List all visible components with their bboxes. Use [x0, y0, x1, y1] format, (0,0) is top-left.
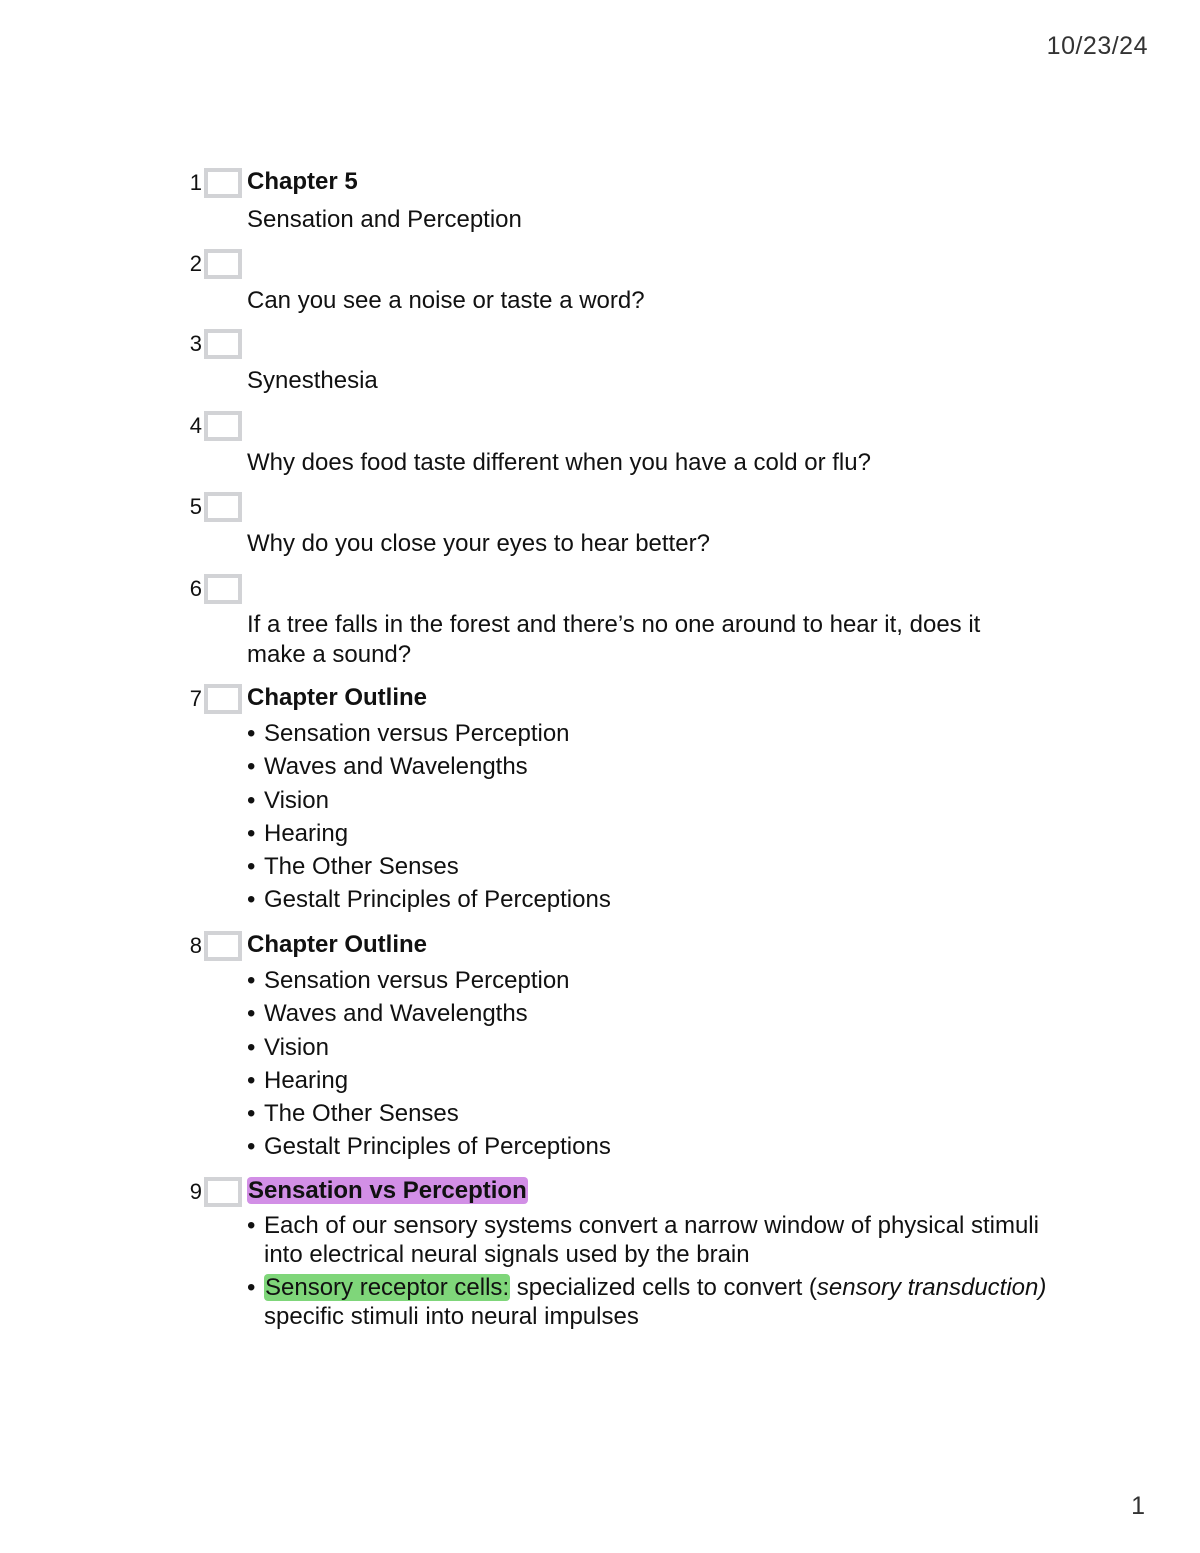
outline-list [247, 717, 1047, 917]
slide-number: 4 [189, 413, 202, 438]
slide-number: 9 [189, 1179, 202, 1204]
list-item: • Gestalt Principles of Perceptions [247, 1133, 611, 1161]
slide-thumbnail[interactable] [204, 574, 242, 604]
slide-text: Synesthesia [247, 367, 378, 394]
slide-thumbnail[interactable] [204, 168, 242, 198]
slide-thumbnail[interactable] [204, 249, 242, 279]
slide-title: Chapter Outline [247, 931, 428, 958]
slide-number: 8 [189, 933, 202, 958]
list-item: • Vision [247, 786, 329, 814]
list-item: • The Other Senses [247, 853, 459, 881]
highlighted-term: Sensory receptor cells: [265, 1274, 510, 1301]
list-item: • Sensation versus Perception [247, 967, 570, 994]
slide-text: Sensation and Perception [247, 206, 522, 233]
slide-text: If a tree falls in the forest and there’s no one around to hear it, does it make a sound? [247, 611, 981, 668]
slide-thumbnail[interactable] [204, 1177, 242, 1207]
detail-list [247, 1211, 1047, 1331]
list-item: • Waves and Wavelengths [247, 753, 528, 781]
highlighted-title: Sensation vs Perception [248, 1177, 527, 1204]
list-item: • Hearing [247, 1066, 349, 1094]
list-item: • Sensation versus Perception [247, 720, 570, 747]
slide-title [247, 1175, 1047, 1207]
slide-thumbnail[interactable] [204, 492, 242, 522]
list-item: • Waves and Wavelengths [247, 1000, 528, 1028]
list-item: • Vision [247, 1033, 329, 1061]
slide-title: Chapter Outline [247, 684, 428, 711]
slide-number: 6 [189, 576, 202, 601]
slide-text: Can you see a noise or taste a word? [247, 287, 645, 314]
slide-thumbnail[interactable] [204, 329, 242, 359]
slide-text: Why do you close your eyes to hear better? [247, 530, 710, 557]
slide-thumbnail[interactable] [204, 684, 242, 714]
list-item: • Gestalt Principles of Perceptions [247, 886, 611, 914]
slide-thumbnail[interactable] [204, 931, 242, 961]
page-date: 10/23/24 [1046, 32, 1148, 60]
slide-number: 3 [189, 331, 202, 356]
slide-title: Chapter 5 [247, 168, 358, 195]
slide-number: 2 [189, 251, 202, 276]
slide-number: 5 [189, 494, 202, 519]
slide-text: Why does food taste different when you have a cold or flu? [247, 449, 871, 476]
outline-list [247, 964, 1047, 1164]
slide-number: 7 [189, 686, 202, 711]
list-item: • Each of our sensory systems convert a narrow window of physical stimuli into electrical neural signals used by the brain [247, 1212, 1039, 1268]
list-item: • The Other Senses [247, 1100, 459, 1128]
list-item: • Hearing [247, 819, 349, 847]
page-number: 1 [1131, 1492, 1145, 1520]
slide-number: 1 [189, 170, 202, 195]
list-item: • Sensory receptor cells: specialized cells to convert (sensory transduction) specific stimuli into neural impulses [247, 1274, 1047, 1330]
slide-thumbnail[interactable] [204, 411, 242, 441]
